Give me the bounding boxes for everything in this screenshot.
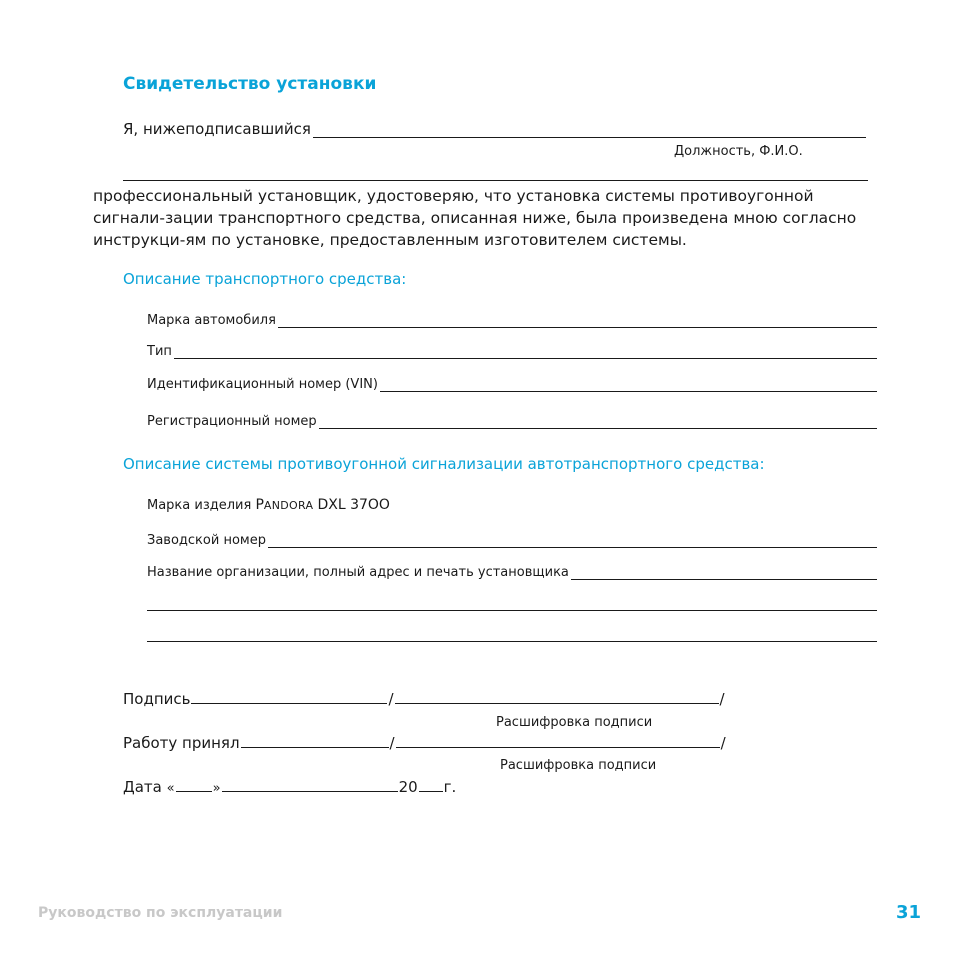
date-day-underline[interactable]: [176, 779, 212, 792]
vehicle-reg-underline[interactable]: [319, 416, 877, 429]
signer-underline[interactable]: [313, 125, 866, 138]
vehicle-vin-label: Идентификационный номер (VIN): [147, 377, 378, 392]
date-close-quote: »: [212, 781, 221, 796]
signer-underline-2[interactable]: [123, 180, 868, 181]
organization-label: Название организации, полный адрес и печать установщика: [147, 565, 569, 580]
date-row: [123, 778, 456, 796]
vehicle-type-underline[interactable]: [174, 346, 877, 359]
accepted-row: [123, 734, 726, 752]
serial-number-field[interactable]: [147, 531, 877, 548]
signature-caption: Расшифровка подписи: [496, 715, 653, 730]
accepted-decode-underline[interactable]: [396, 735, 720, 748]
vehicle-section-title: Описание транспортного средства:: [123, 270, 407, 288]
serial-number-label: Заводской номер: [147, 533, 266, 548]
page-title: Свидетельство установки: [123, 74, 377, 94]
signature-slash-2: /: [719, 690, 725, 708]
signer-field[interactable]: [123, 118, 866, 138]
serial-number-underline[interactable]: [268, 535, 877, 548]
model-name: DXL 37OO: [317, 497, 390, 513]
signer-label: Я, нижеподписавшийся: [123, 120, 311, 138]
vehicle-reg-field[interactable]: [147, 412, 877, 429]
accepted-caption: Расшифровка подписи: [500, 758, 657, 773]
brand-name: [255, 497, 313, 513]
organization-underline-3[interactable]: [147, 641, 877, 642]
page-number: 31: [896, 902, 922, 923]
organization-field[interactable]: [147, 563, 877, 580]
accepted-label: Работу принял: [123, 734, 240, 752]
date-year-prefix: 20: [398, 778, 418, 796]
product-line: [147, 497, 390, 513]
signature-underline[interactable]: [191, 691, 387, 704]
brand-initial: P: [255, 497, 264, 513]
date-open-quote: «: [166, 781, 175, 796]
vehicle-brand-field[interactable]: [147, 311, 877, 328]
date-year-underline[interactable]: [419, 779, 443, 792]
vehicle-type-label: Тип: [147, 344, 172, 359]
vehicle-vin-field[interactable]: [147, 375, 877, 392]
date-month-underline[interactable]: [222, 779, 398, 792]
accepted-slash-1: /: [389, 734, 395, 752]
brand-rest: ANDORA: [263, 499, 314, 512]
accepted-slash-2: /: [720, 734, 726, 752]
vehicle-vin-underline[interactable]: [380, 379, 877, 392]
alarm-section-title: Описание системы противоугонной сигнализации автотранспортного средства:: [123, 455, 765, 473]
signer-caption: Должность, Ф.И.О.: [674, 144, 803, 159]
vehicle-brand-label: Марка автомобиля: [147, 313, 276, 328]
footer-manual-title: Руководство по эксплуатации: [38, 905, 283, 921]
signature-slash-1: /: [388, 690, 394, 708]
date-label: Дата: [123, 778, 162, 796]
signature-decode-underline[interactable]: [395, 691, 719, 704]
vehicle-type-field[interactable]: [147, 342, 877, 359]
signature-row: [123, 690, 725, 708]
certification-paragraph: профессиональный установщик, удостоверяю, что установка системы противоугонной сигнали-зации транспортного средства, описанная ниже, была произведена мною согласно инструкци-ям по установке, предоставленным изготовителем системы.: [93, 187, 857, 249]
organization-underline[interactable]: [571, 567, 877, 580]
vehicle-reg-label: Регистрационный номер: [147, 414, 317, 429]
product-label: Марка изделия: [147, 498, 252, 513]
accepted-underline[interactable]: [241, 735, 389, 748]
organization-underline-2[interactable]: [147, 610, 877, 611]
vehicle-brand-underline[interactable]: [278, 315, 877, 328]
signature-label: Подпись: [123, 690, 191, 708]
date-year-suffix: г.: [443, 778, 457, 796]
